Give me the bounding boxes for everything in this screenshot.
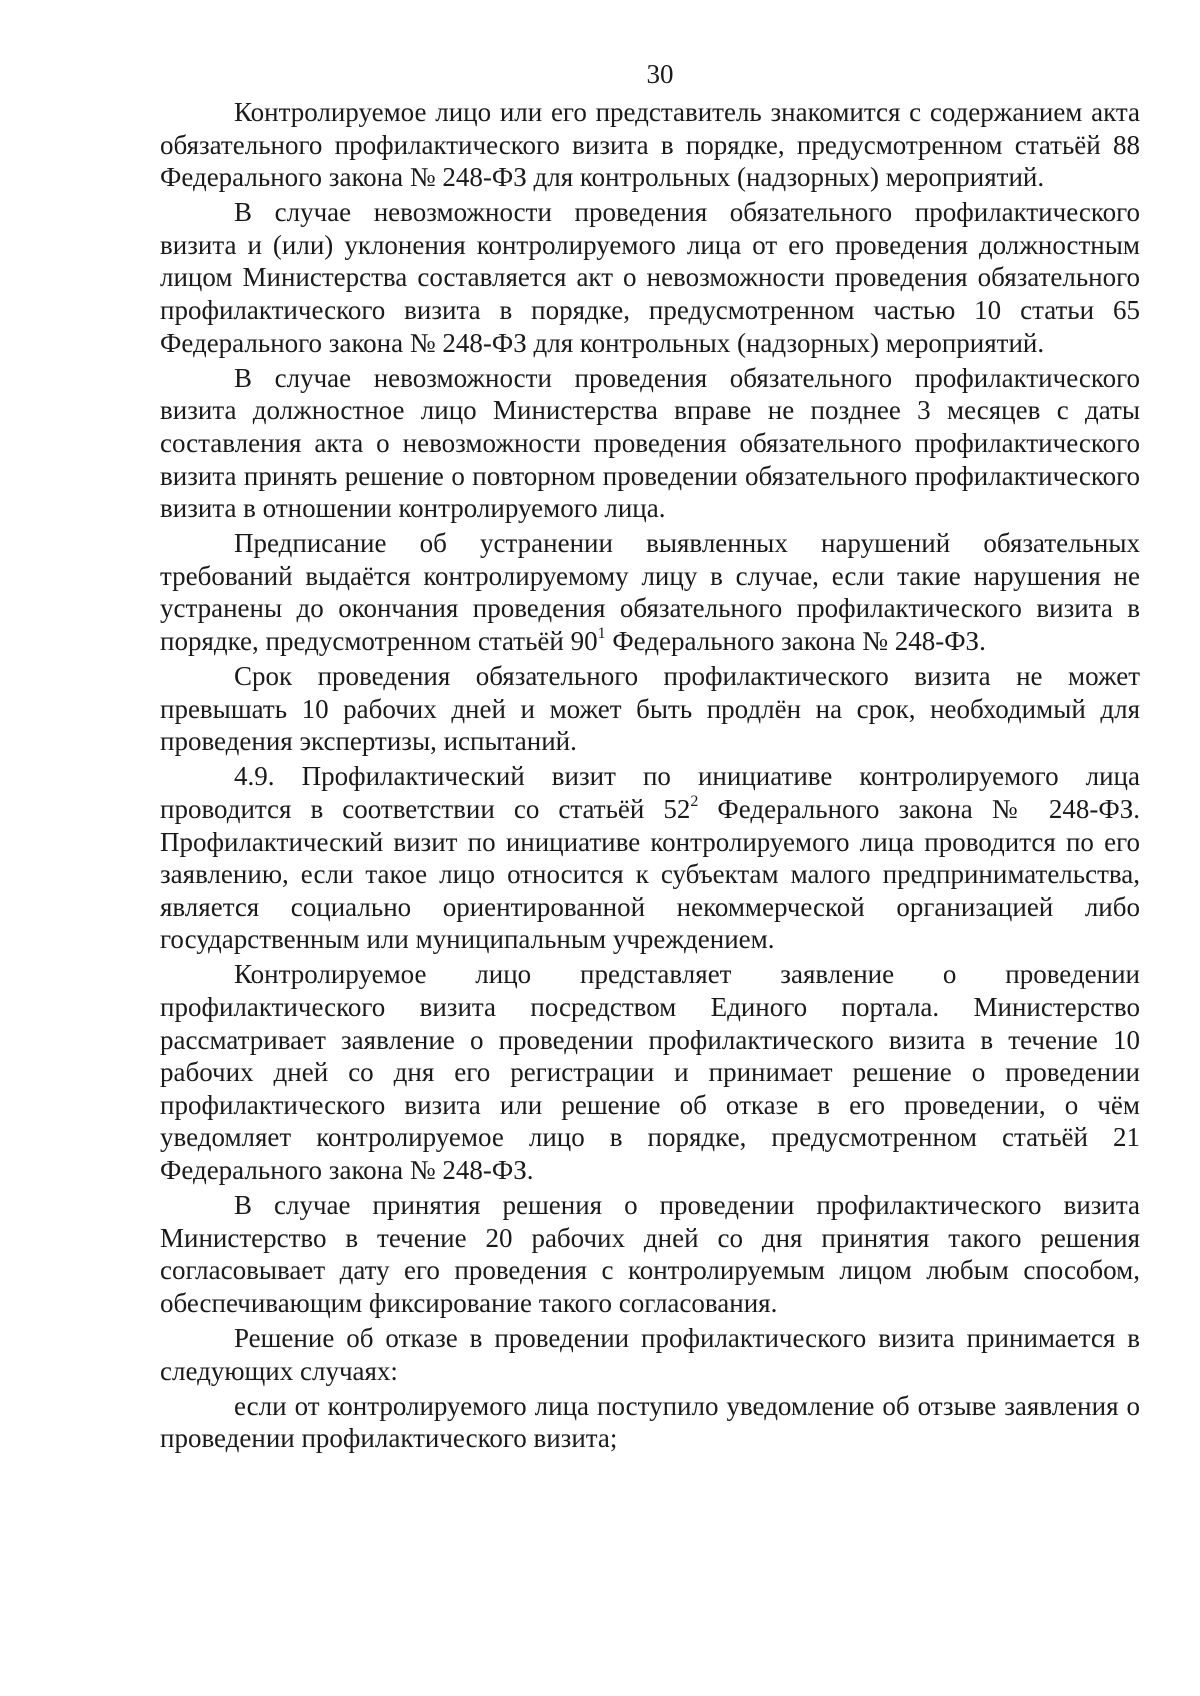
paragraph-prescription-tail: Федерального закона № 248-ФЗ. [605, 626, 986, 656]
document-page [160, 52, 1140, 1457]
paragraph-section-4-9 [160, 760, 1140, 956]
paragraph-prescription-text: Предписание об устранении выявленных нарушений обязательных требований выдаётся контролируемому лицу в случае, если такие нарушения не устранены до окончания проведения обязательного профилактического визита в порядке, предусмотренном статьёй 90 [160, 528, 1140, 656]
page-number: 30 [646, 59, 674, 89]
superscript-2: 2 [690, 792, 699, 810]
paragraph-impossibility-act: В случае невозможности проведения обязательного профилактического визита и (или) уклонения контролируемого лица от его проведения должностным лицом Министерства составляется акт о невозможности проведения обязательного профилактического визита в порядке, предусмотренном частью 10 статьи 65 Федерального закона № 248-ФЗ для контрольных (надзорных) мероприятий. [160, 197, 1140, 358]
paragraph-prescription [160, 527, 1140, 657]
paragraph-visit-duration: Срок проведения обязательного профилактического визита не может превышать 10 рабочих дней и может быть продлён на срок, необходимый для проведения экспертизы, испытаний. [160, 661, 1140, 757]
paragraph-section-4-9-text: 4.9. Профилактический визит по инициативе контролируемого лица проводится в соответствии со статьёй 52 [160, 761, 1140, 824]
paragraph-date-agreement: В случае принятия решения о проведении профилактического визита Министерство в течение 20 рабочих дней со дня принятия такого решения согласовывает дату его проведения с контролируемым лицом любым способом, обеспечивающим фиксирование такого согласования. [160, 1190, 1140, 1318]
paragraph-refusal-cases: Решение об отказе в проведении профилактического визита принимается в следующих случаях: [160, 1322, 1140, 1386]
paragraph-application-review: Контролируемое лицо представляет заявление о проведении профилактического визита посредством Единого портала. Министерство рассматривает заявление о проведении профилактического визита в течение 10 рабочих дней со дня его регистрации и принимает решение о проведении профилактического визита или решение об отказе в его проведении, о чём уведомляет контролируемое лицо в порядке, предусмотренном статьёй 21 Федерального закона № 248-ФЗ. [160, 959, 1140, 1185]
superscript-1: 1 [597, 625, 606, 642]
paragraph-act-familiarization: Контролируемое лицо или его представитель знакомится с содержанием акта обязательного профилактического визита в порядке, предусмотренном статьёй 88 Федерального закона № 248-ФЗ для контрольных (надзорных) мероприятий. [160, 97, 1140, 193]
paragraph-withdrawal-case: если от контролируемого лица поступило уведомление об отзыве заявления о проведении профилактического визита; [160, 1390, 1140, 1454]
paragraph-repeat-visit: В случае невозможности проведения обязательного профилактического визита должностное лицо Министерства вправе не позднее 3 месяцев с даты составления акта о невозможности проведения обязательного профилактического визита принять решение о повторном проведении обязательного профилактического визита в отношении контролируемого лица. [160, 362, 1140, 524]
paragraph-section-4-9-tail: Федерального закона № 248-ФЗ. Профилактический визит по инициативе контролируемого лица проводится по его заявлению, если такое лицо относится к субъектам малого предпринимательства, является социально ориентированной некоммерческой организацией либо государственным или муниципальным учреждением. [160, 793, 1140, 955]
